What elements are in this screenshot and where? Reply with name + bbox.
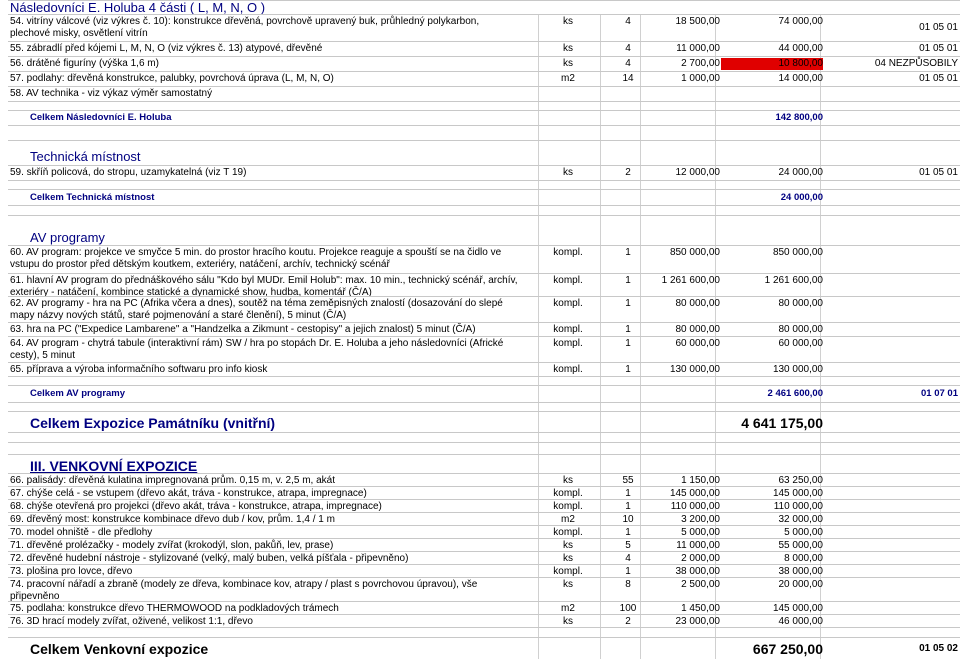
section-title: Následovníci E. Holuba 4 části ( L, M, N, O ) xyxy=(10,0,266,15)
grid-line xyxy=(600,487,601,499)
empty-row xyxy=(8,101,960,110)
item-unit: kompl. xyxy=(553,324,583,335)
grid-line xyxy=(640,181,641,189)
item-unit: m2 xyxy=(561,73,575,84)
item-code: 04 NEZPŮSOBILY xyxy=(874,58,958,69)
item-total: 5 000,00 xyxy=(784,527,823,538)
empty-row xyxy=(8,627,960,637)
grid-line xyxy=(538,190,539,205)
item-quantity: 4 xyxy=(625,553,631,564)
subtotal-row xyxy=(8,189,960,205)
grid-line xyxy=(600,363,601,376)
grid-line xyxy=(820,433,821,442)
grid-line xyxy=(538,216,539,245)
grid-line xyxy=(538,386,539,402)
grid-line xyxy=(715,433,716,442)
empty-row xyxy=(8,376,960,385)
item-unit: ks xyxy=(563,167,573,178)
item-total: 10 800,00 xyxy=(721,58,823,70)
grid-line xyxy=(820,628,821,637)
grid-line xyxy=(600,433,601,442)
item-row xyxy=(8,525,960,538)
item-unit-price: 1 000,00 xyxy=(681,73,720,84)
grid-line xyxy=(640,628,641,637)
grid-line xyxy=(600,42,601,56)
grid-line xyxy=(538,403,539,411)
item-total: 14 000,00 xyxy=(778,73,823,84)
grid-line xyxy=(538,111,539,125)
empty-row xyxy=(8,125,960,140)
item-quantity: 2 xyxy=(625,616,631,627)
grid-line xyxy=(715,206,716,215)
grid-line xyxy=(600,526,601,538)
item-quantity: 5 xyxy=(625,540,631,551)
item-unit: kompl. xyxy=(553,501,583,512)
grid-line xyxy=(715,628,716,637)
grid-line xyxy=(640,190,641,205)
item-unit: kompl. xyxy=(553,247,583,258)
item-quantity: 14 xyxy=(622,73,634,84)
grid-line xyxy=(600,337,601,362)
item-unit: ks xyxy=(563,475,573,486)
item-quantity: 1 xyxy=(625,364,631,375)
item-unit-price: 80 000,00 xyxy=(675,324,720,335)
grid-line xyxy=(600,111,601,125)
grid-line xyxy=(600,181,601,189)
item-description-cont: exteriéry - natáčení, kombince statické a dynamické show, hudba, komentář (Č/A) xyxy=(10,287,372,298)
section-header-row xyxy=(8,215,960,245)
subtotal-value: 142 800,00 xyxy=(775,112,823,123)
item-quantity: 4 xyxy=(625,16,631,27)
grand-total-label: Celkem Expozice Památníku (vnitřní) xyxy=(30,415,276,431)
grid-line xyxy=(640,638,641,659)
item-quantity: 1 xyxy=(625,298,631,309)
item-unit: ks xyxy=(563,553,573,564)
item-row xyxy=(8,538,960,551)
grid-line xyxy=(820,206,821,215)
item-description: 76. 3D hrací modely zvířat, oživené, velikost 1:1, dřevo xyxy=(10,616,253,627)
grid-line xyxy=(640,206,641,215)
grid-line xyxy=(600,323,601,336)
item-description: 56. drátěné figuríny (výška 1,6 m) xyxy=(10,58,159,69)
grid-line xyxy=(600,443,601,454)
item-unit: kompl. xyxy=(553,488,583,499)
item-unit-price: 1 450,00 xyxy=(681,603,720,614)
item-description: 59. skříň policová, do stropu, uzamykatelná (viz T 19) xyxy=(10,167,247,178)
grid-line xyxy=(820,443,821,454)
item-quantity: 55 xyxy=(622,475,634,486)
item-row xyxy=(8,564,960,577)
grid-line xyxy=(600,615,601,627)
item-unit-price: 38 000,00 xyxy=(675,566,720,577)
item-description: 57. podlahy: dřevěná konstrukce, palubky, povrchová úprava (L, M, N, O) xyxy=(10,73,334,84)
item-quantity: 1 xyxy=(625,247,631,258)
item-description: 55. zábradlí před kójemi L, M, N, O (viz výkres č. 13) atypové, dřevěné xyxy=(10,43,323,54)
item-total: 20 000,00 xyxy=(778,579,823,590)
grid-line xyxy=(640,126,641,140)
grid-line xyxy=(600,565,601,577)
grid-line xyxy=(538,102,539,110)
item-row xyxy=(8,499,960,512)
item-description: 74. pracovní nářadí a zbraně (modely ze dřeva, kombinace kov, atrapy / plast s povrchovou úpravou), vše xyxy=(10,579,478,590)
item-code: 01 05 01 xyxy=(919,43,958,54)
item-description: 72. dřevěné hudební nástroje - stylizované (velký, malý buben, velká píšťala - připevněno) xyxy=(10,553,409,564)
grid-line xyxy=(538,455,539,473)
grid-line xyxy=(600,474,601,486)
grid-line xyxy=(538,443,539,454)
item-unit: kompl. xyxy=(553,527,583,538)
grid-line xyxy=(640,216,641,245)
item-quantity: 4 xyxy=(625,58,631,69)
grid-line xyxy=(538,126,539,140)
grid-line xyxy=(538,141,539,165)
grid-line xyxy=(538,628,539,637)
item-unit-price: 5 000,00 xyxy=(681,527,720,538)
item-unit: kompl. xyxy=(553,338,583,349)
subtotal-row xyxy=(8,385,960,402)
item-description: 68. chýše otevřená pro projekci (dřevo akát, tráva - konstrukce, atrapa, impregnace) xyxy=(10,501,382,512)
item-description: 75. podlaha: konstrukce dřevo THERMOWOOD na podkladových trámech xyxy=(10,603,339,614)
item-row xyxy=(8,322,960,336)
grid-line xyxy=(715,126,716,140)
item-unit: ks xyxy=(563,58,573,69)
grid-line xyxy=(600,386,601,402)
item-unit-price: 1 150,00 xyxy=(681,475,720,486)
item-description: 69. dřevěný most: konstrukce kombinace dřevo dub / kov, prům. 1,4 / 1 m xyxy=(10,514,335,525)
item-unit-price: 130 000,00 xyxy=(669,364,720,375)
section-header-row xyxy=(8,454,960,473)
grid-line xyxy=(600,72,601,86)
empty-row xyxy=(8,402,960,411)
item-code: 01 05 01 xyxy=(919,22,958,33)
item-unit-price: 60 000,00 xyxy=(675,338,720,349)
grid-line xyxy=(640,403,641,411)
item-quantity: 1 xyxy=(625,566,631,577)
item-description: 62. AV programy - hra na PC (Afrika včera a dnes), soutěž na téma zeměpisných znalostí (dosazování do slepé xyxy=(10,298,503,309)
grid-line xyxy=(538,206,539,215)
grid-line xyxy=(600,126,601,140)
item-total: 130 000,00 xyxy=(772,364,823,375)
grid-line xyxy=(600,216,601,245)
grand-total-label: Celkem Venkovní expozice xyxy=(30,641,209,657)
item-row xyxy=(8,165,960,180)
item-quantity: 100 xyxy=(619,603,637,614)
grid-line xyxy=(600,500,601,512)
item-row xyxy=(8,577,960,601)
item-quantity: 2 xyxy=(625,167,631,178)
item-description-cont: vstupu do prostor před dětským koutkem, exteriéry, natáčení, archív, technický scénář xyxy=(10,259,390,270)
section-title: Technická místnost xyxy=(30,149,141,164)
grid-line xyxy=(600,190,601,205)
item-unit-price: 110 000,00 xyxy=(670,501,720,512)
grid-line xyxy=(538,377,539,385)
grid-line xyxy=(640,87,641,101)
item-quantity: 1 xyxy=(625,488,631,499)
grid-line xyxy=(600,57,601,71)
item-description-cont: mapy názvy nových států, staré pojmenování a staré členění), 5 minut (Č/A) xyxy=(10,310,347,321)
item-description: 58. AV technika - viz výkaz výměr samostatný xyxy=(10,88,213,99)
item-description: 64. AV program - chytrá tabule (interaktivní rám) SW / hra po stopách Dr. E. Holuba a jeho následovníci (Africké xyxy=(10,338,504,349)
item-total: 1 261 600,00 xyxy=(764,275,823,286)
item-unit-price: 2 500,00 xyxy=(681,579,720,590)
item-total: 74 000,00 xyxy=(778,16,823,27)
grid-line xyxy=(820,141,821,165)
grid-line xyxy=(820,455,821,473)
item-unit: ks xyxy=(563,43,573,54)
item-total: 44 000,00 xyxy=(778,43,823,54)
grid-line xyxy=(640,455,641,473)
item-row xyxy=(8,245,960,273)
item-unit: kompl. xyxy=(553,298,583,309)
item-row xyxy=(8,486,960,499)
grid-line xyxy=(600,412,601,432)
item-row xyxy=(8,362,960,376)
grid-line xyxy=(640,111,641,125)
item-row xyxy=(8,601,960,614)
grid-line xyxy=(715,87,716,101)
subtotal-label: Celkem Následovníci E. Holuba xyxy=(30,112,172,123)
grid-line xyxy=(820,403,821,411)
section-header-row xyxy=(8,140,960,165)
grid-line xyxy=(820,87,821,101)
item-row xyxy=(8,551,960,564)
item-total: 46 000,00 xyxy=(778,616,823,627)
grid-line xyxy=(538,412,539,432)
grand-total-value: 4 641 175,00 xyxy=(741,415,823,431)
grid-line xyxy=(600,455,601,473)
grid-line xyxy=(715,181,716,189)
item-unit-price: 2 000,00 xyxy=(681,553,720,564)
item-row xyxy=(8,71,960,86)
grand-total-code: 01 05 02 xyxy=(919,643,958,654)
grand-total-row xyxy=(8,637,960,659)
item-description: 73. plošina pro lovce, dřevo xyxy=(10,566,133,577)
grid-line xyxy=(715,443,716,454)
item-total: 38 000,00 xyxy=(778,566,823,577)
grid-line xyxy=(600,403,601,411)
item-unit: ks xyxy=(563,616,573,627)
empty-row xyxy=(8,180,960,189)
grid-line xyxy=(820,102,821,110)
grid-line xyxy=(715,102,716,110)
item-unit-price: 11 000,00 xyxy=(676,540,720,551)
item-description: 63. hra na PC ("Expedice Lambarene" a "Handzelka a Zikmunt - cestopisy" a jejich znalost) 5 minut (Č/A) xyxy=(10,324,476,335)
grid-line xyxy=(600,166,601,180)
item-unit: m2 xyxy=(561,514,575,525)
item-description: 54. vitríny válcové (viz výkres č. 10): konstrukce dřevěná, povrchově upravený buk, průhledný polykarbon, xyxy=(10,16,480,27)
item-quantity: 10 xyxy=(622,514,634,525)
subtotal-label: Celkem Technická místnost xyxy=(30,192,155,203)
item-description: 67. chýše celá - se vstupem (dřevo akát, tráva - konstrukce, atrapa, impregnace) xyxy=(10,488,367,499)
item-total: 145 000,00 xyxy=(772,488,823,499)
item-description-cont: cesty), 5 minut xyxy=(10,350,76,361)
section-title: III. VENKOVNÍ EXPOZICE xyxy=(30,458,198,474)
item-unit-price: 1 261 600,00 xyxy=(661,275,720,286)
subtotal-label: Celkem AV programy xyxy=(30,388,126,399)
item-unit-price: 80 000,00 xyxy=(675,298,720,309)
item-description: 61. hlavní AV program do přednáškového sálu "Kdo byl MUDr. Emil Holub": max. 10 min., technický scénář, archív, xyxy=(10,275,518,286)
item-unit: ks xyxy=(563,16,573,27)
item-total: 60 000,00 xyxy=(778,338,823,349)
item-row xyxy=(8,273,960,296)
item-unit-price: 11 000,00 xyxy=(676,43,720,54)
item-row xyxy=(8,14,960,41)
item-unit: ks xyxy=(563,579,573,590)
grid-line xyxy=(600,578,601,601)
grid-line xyxy=(820,377,821,385)
grid-line xyxy=(640,412,641,432)
grid-line xyxy=(600,206,601,215)
grid-line xyxy=(640,443,641,454)
item-unit-price: 2 700,00 xyxy=(681,58,720,69)
grid-line xyxy=(715,455,716,473)
grid-line xyxy=(820,216,821,245)
item-quantity: 1 xyxy=(625,338,631,349)
item-total: 63 250,00 xyxy=(778,475,823,486)
grid-line xyxy=(600,602,601,614)
item-total: 32 000,00 xyxy=(778,514,823,525)
item-total: 55 000,00 xyxy=(778,540,823,551)
grid-line xyxy=(715,377,716,385)
item-description: 66. palisády: dřevěná kulatina impregnovaná prům. 0,15 m, v. 2,5 m, akát xyxy=(10,475,335,486)
item-row xyxy=(8,473,960,486)
grid-line xyxy=(640,377,641,385)
item-description: 71. dřevěné prolézačky - modely zvířat (krokodýl, slon, pakůň, lev, prase) xyxy=(10,540,334,551)
grid-line xyxy=(538,87,539,101)
item-total: 80 000,00 xyxy=(778,298,823,309)
item-row xyxy=(8,56,960,71)
item-total: 850 000,00 xyxy=(772,247,823,258)
empty-row xyxy=(8,205,960,215)
section-title: AV programy xyxy=(30,230,105,245)
item-total: 8 000,00 xyxy=(784,553,823,564)
grand-total-row xyxy=(8,411,960,432)
subtotal-value: 2 461 600,00 xyxy=(767,388,823,399)
grid-line xyxy=(600,297,601,322)
item-row xyxy=(8,86,960,101)
item-row xyxy=(8,296,960,322)
grand-total-value: 667 250,00 xyxy=(752,641,823,657)
grid-line xyxy=(538,433,539,442)
grid-line xyxy=(600,87,601,101)
grid-line xyxy=(600,377,601,385)
subtotal-row xyxy=(8,110,960,125)
item-unit: kompl. xyxy=(553,275,583,286)
item-description-cont: plechové misky, osvětlení vitrín xyxy=(10,28,148,39)
grid-line xyxy=(538,181,539,189)
grid-line xyxy=(600,628,601,637)
item-row xyxy=(8,336,960,362)
grid-line xyxy=(600,246,601,273)
grid-line xyxy=(640,102,641,110)
item-row xyxy=(8,512,960,525)
grid-line xyxy=(538,638,539,659)
item-unit-price: 3 200,00 xyxy=(681,514,720,525)
item-unit: kompl. xyxy=(553,566,583,577)
item-unit-price: 18 500,00 xyxy=(675,16,720,27)
item-code: 01 05 01 xyxy=(919,73,958,84)
item-quantity: 1 xyxy=(625,527,631,538)
empty-row xyxy=(8,442,960,454)
grid-line xyxy=(715,403,716,411)
grid-line xyxy=(600,141,601,165)
item-total: 80 000,00 xyxy=(778,324,823,335)
subtotal-value: 24 000,00 xyxy=(780,192,823,203)
grid-line xyxy=(820,181,821,189)
item-description: 60. AV program: projekce ve smyčce 5 min. do prostor hracího koutu. Projekce reaguje a spouští se na čidlo ve xyxy=(10,247,502,258)
empty-row xyxy=(8,432,960,442)
item-code: 01 05 01 xyxy=(919,167,958,178)
item-row xyxy=(8,41,960,56)
grid-line xyxy=(640,433,641,442)
item-unit-price: 850 000,00 xyxy=(669,247,720,258)
grid-line xyxy=(600,274,601,296)
item-quantity: 1 xyxy=(625,324,631,335)
grid-line xyxy=(600,539,601,551)
item-description: 65. příprava a výroba informačního softwaru pro info kiosk xyxy=(10,364,268,375)
grid-line xyxy=(820,126,821,140)
grid-line xyxy=(600,15,601,41)
item-unit: ks xyxy=(563,540,573,551)
item-row xyxy=(8,614,960,627)
grid-line xyxy=(600,513,601,525)
grid-line xyxy=(640,386,641,402)
grid-line xyxy=(600,638,601,659)
item-unit: kompl. xyxy=(553,364,583,375)
item-total: 145 000,00 xyxy=(772,603,823,614)
item-total: 24 000,00 xyxy=(778,167,823,178)
item-quantity: 4 xyxy=(625,43,631,54)
item-unit-price: 23 000,00 xyxy=(675,616,720,627)
grid-line xyxy=(600,552,601,564)
item-quantity: 8 xyxy=(625,579,631,590)
item-unit-price: 12 000,00 xyxy=(675,167,720,178)
item-description: 70. model ohniště - dle předlohy xyxy=(10,527,153,538)
item-unit: m2 xyxy=(561,603,575,614)
section-header-row xyxy=(8,0,960,14)
item-description-cont: připevněno xyxy=(10,591,60,602)
grid-line xyxy=(715,141,716,165)
item-total: 110 000,00 xyxy=(773,501,823,512)
item-unit-price: 145 000,00 xyxy=(669,488,720,499)
item-quantity: 1 xyxy=(625,501,631,512)
grid-line xyxy=(600,102,601,110)
grid-line xyxy=(640,141,641,165)
subtotal-code: 01 07 01 xyxy=(921,388,958,399)
grid-line xyxy=(715,216,716,245)
item-quantity: 1 xyxy=(625,275,631,286)
